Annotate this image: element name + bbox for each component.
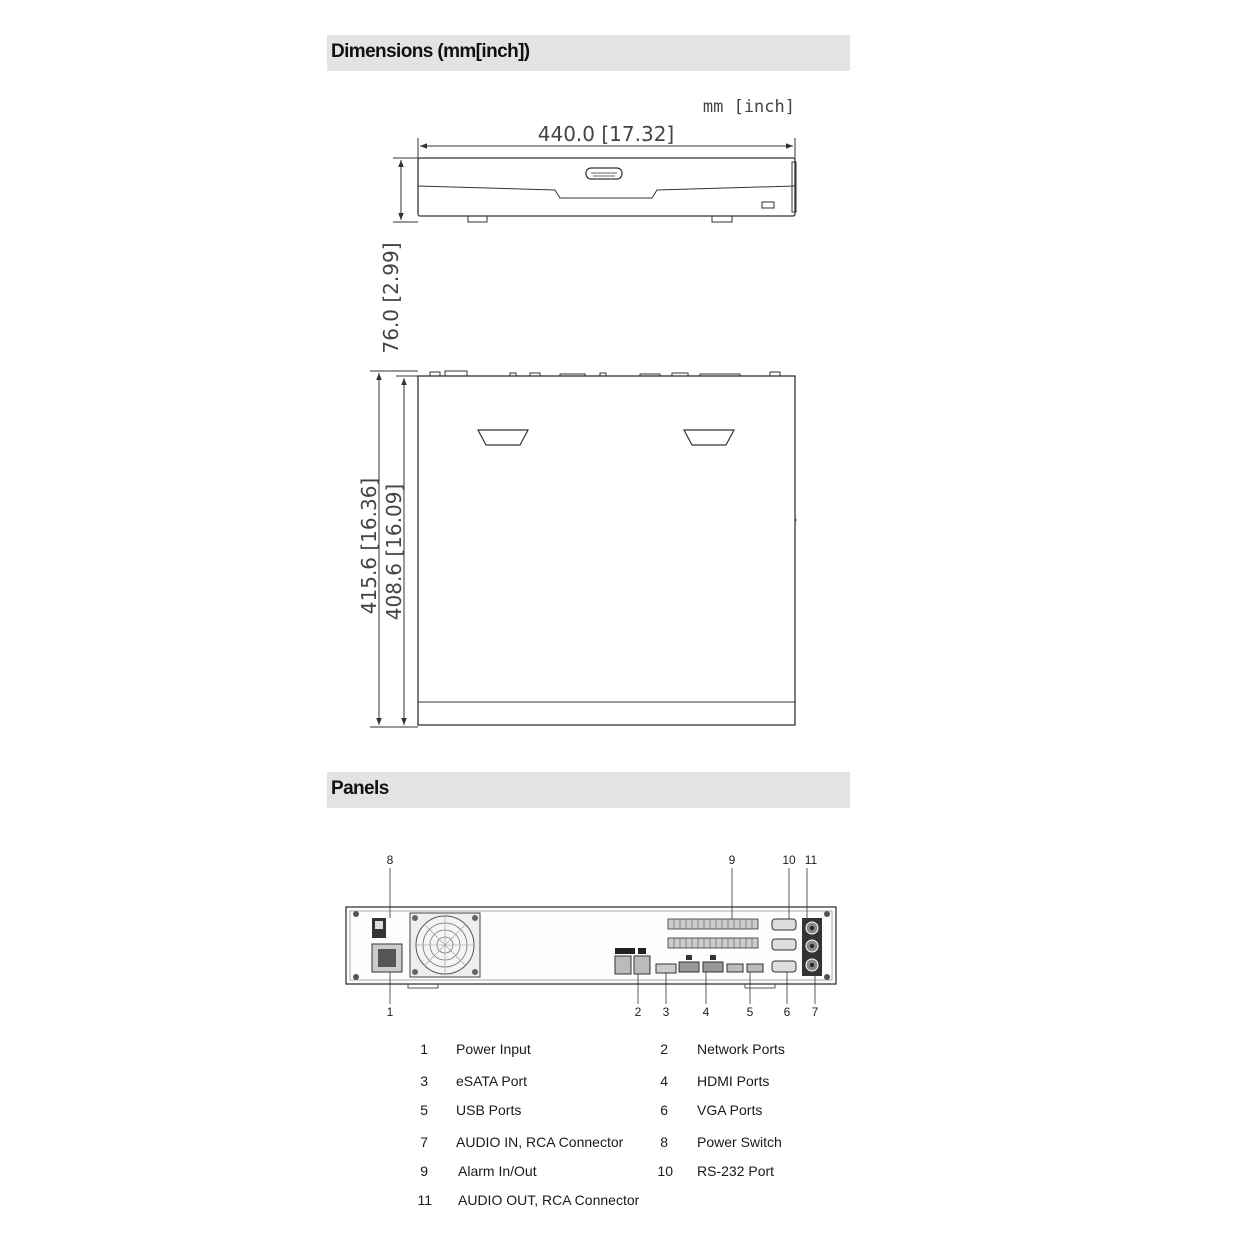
front-view — [418, 158, 796, 222]
height-label: 76.0 [2.99] — [379, 242, 403, 354]
legend-num: 5 — [420, 1102, 428, 1118]
fan-icon — [410, 913, 480, 977]
callout-2: 2 — [634, 1005, 642, 1019]
width-dimension — [418, 122, 795, 160]
depth-dimensions — [357, 371, 418, 727]
legend-num: 6 — [660, 1102, 668, 1118]
width-label: 440.0 [17.32] — [537, 122, 675, 146]
legend-label: Power Switch — [697, 1134, 782, 1150]
callout-11: 11 — [804, 853, 818, 867]
callout-1: 1 — [386, 1005, 394, 1019]
brand-logo — [586, 168, 622, 179]
legend-num: 9 — [420, 1163, 428, 1179]
legend-num: 8 — [660, 1134, 668, 1150]
callout-10: 10 — [782, 853, 796, 867]
legend-num: 1 — [420, 1041, 428, 1057]
legend-num: 7 — [420, 1134, 428, 1150]
legend-label: HDMI Ports — [697, 1073, 770, 1089]
callout-3: 3 — [662, 1005, 670, 1019]
legend-label: AUDIO OUT, RCA Connector — [458, 1192, 640, 1208]
rca-connectors-icon — [802, 918, 822, 976]
callout-4: 4 — [702, 1005, 710, 1019]
legend-label: AUDIO IN, RCA Connector — [456, 1134, 624, 1150]
callout-9: 9 — [728, 853, 736, 867]
legend-num: 3 — [420, 1073, 428, 1089]
height-dimension — [379, 158, 418, 354]
legend-label: Alarm In/Out — [458, 1163, 537, 1179]
top-view — [418, 371, 797, 725]
unit-label: mm [inch] — [702, 97, 795, 117]
esata-port-icon — [656, 964, 676, 973]
callout-7: 7 — [811, 1005, 819, 1019]
legend-num: 2 — [660, 1041, 668, 1057]
legend-label: Network Ports — [697, 1041, 785, 1057]
depth-outer-label: 415.6 [16.36] — [357, 477, 381, 615]
legend-label: Power Input — [456, 1041, 531, 1057]
legend-label: eSATA Port — [456, 1073, 528, 1089]
callout-8: 8 — [386, 853, 394, 867]
legend-num: 10 — [657, 1163, 673, 1179]
rs232-port-icon — [772, 919, 796, 930]
legend-num: 11 — [417, 1192, 432, 1208]
dimensions-title: Dimensions (mm[inch]) — [331, 41, 530, 62]
callout-5: 5 — [746, 1005, 754, 1019]
legend-label: VGA Ports — [697, 1102, 763, 1118]
rear-panel — [346, 907, 836, 988]
depth-inner-label: 408.6 [16.09] — [382, 483, 406, 621]
callout-6: 6 — [783, 1005, 791, 1019]
legend-label: RS-232 Port — [697, 1163, 775, 1179]
legend-num: 4 — [660, 1073, 668, 1089]
legend-label: USB Ports — [456, 1102, 522, 1118]
panels-title: Panels — [331, 778, 389, 799]
